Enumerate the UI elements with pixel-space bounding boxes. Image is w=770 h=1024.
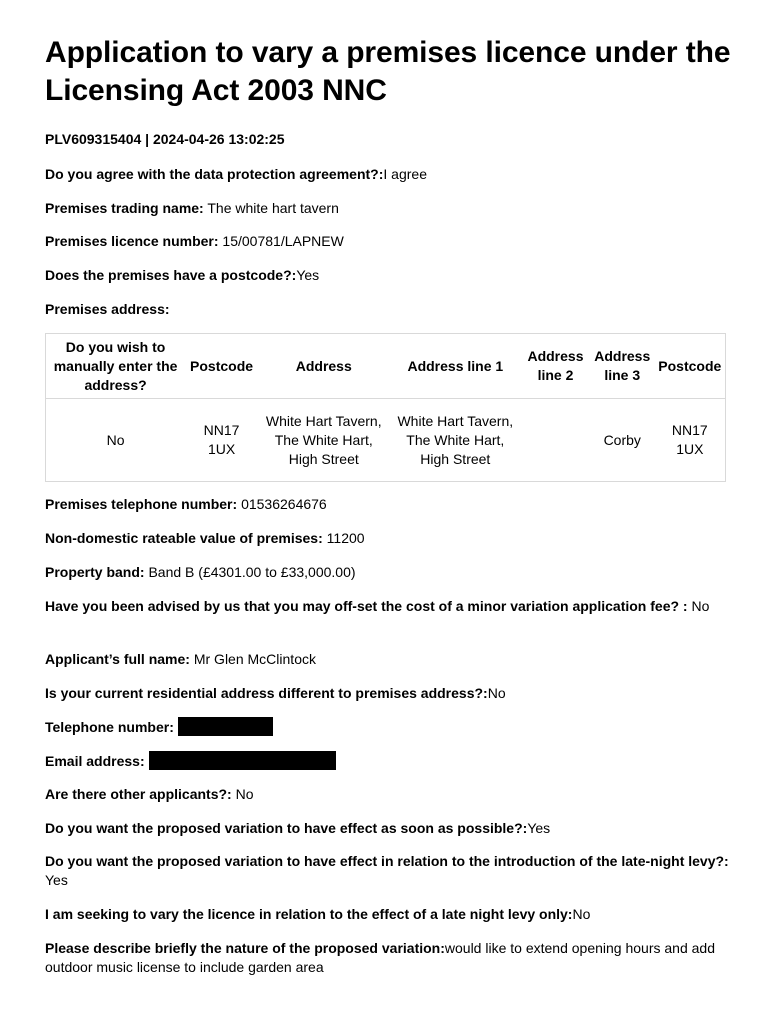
field-data-protection bbox=[45, 165, 730, 184]
column-header: Address line 1 bbox=[407, 357, 504, 374]
field-value: would like to extend opening hours and add outdoor music license to include garden area bbox=[45, 940, 715, 975]
field-label: Do you agree with the data protection agreement?: bbox=[45, 166, 384, 182]
field-label: Premises address: bbox=[45, 301, 170, 317]
column-header: Address line 3 bbox=[594, 348, 651, 383]
field-label: Email address: bbox=[45, 753, 145, 769]
field-label: Non-domestic rateable value of premises: bbox=[45, 530, 323, 546]
field-effect-asap bbox=[45, 819, 730, 838]
field-value: No bbox=[487, 685, 506, 701]
field-residential-different bbox=[45, 684, 730, 703]
field-value: The white hart tavern bbox=[207, 200, 339, 216]
field-has-postcode bbox=[45, 266, 730, 285]
field-applicant-telephone bbox=[45, 717, 730, 737]
column-header: Postcode bbox=[190, 357, 254, 374]
field-label: Are there other applicants?: bbox=[45, 786, 232, 802]
table-row bbox=[46, 399, 726, 482]
field-late-night-levy-intro bbox=[45, 852, 730, 890]
column-header: Address line 2 bbox=[527, 348, 584, 383]
field-label: Do you want the proposed variation to have effect as soon as possible?: bbox=[45, 820, 528, 836]
field-value: Yes bbox=[296, 267, 320, 283]
address-table bbox=[45, 333, 726, 482]
page-title: Application to vary a premises licence under the Licensing Act 2003 NNC bbox=[45, 36, 731, 107]
field-email bbox=[45, 751, 730, 771]
column-header: Postcode bbox=[658, 357, 722, 374]
field-label: Does the premises have a postcode?: bbox=[45, 267, 297, 283]
column-header: Address bbox=[295, 357, 352, 374]
field-value: I agree bbox=[383, 166, 427, 182]
table-cell: NN17 1UX bbox=[655, 399, 726, 482]
table-cell: No bbox=[46, 399, 186, 482]
field-label: I am seeking to vary the licence in relation to the effect of a late night levy only: bbox=[45, 906, 573, 922]
field-label: Do you want the proposed variation to have effect in relation to the introduction of the late-night levy?: bbox=[45, 853, 729, 869]
table-cell: White Hart Tavern, The White Hart, High Street bbox=[258, 399, 390, 482]
field-premises-address bbox=[45, 300, 730, 319]
field-licence-number bbox=[45, 232, 730, 251]
table-cell: NN17 1UX bbox=[185, 399, 258, 482]
redaction-block bbox=[149, 751, 336, 770]
field-value: Mr Glen McClintock bbox=[193, 651, 316, 667]
table-cell: White Hart Tavern, The White Hart, High Street bbox=[390, 399, 522, 482]
field-label: Applicant’s full name: bbox=[45, 651, 190, 667]
field-value: Yes bbox=[45, 872, 68, 888]
field-label: Telephone number: bbox=[45, 719, 174, 735]
field-value: 15/00781/LAPNEW bbox=[222, 233, 344, 249]
redaction-block bbox=[178, 717, 273, 736]
field-applicant-name bbox=[45, 650, 730, 669]
table-header-row bbox=[46, 334, 726, 399]
field-trading-name bbox=[45, 199, 730, 218]
field-label: Please describe briefly the nature of the proposed variation: bbox=[45, 940, 445, 956]
field-value: 11200 bbox=[326, 530, 365, 546]
field-property-band bbox=[45, 563, 730, 582]
field-value: 01536264676 bbox=[241, 496, 327, 512]
field-label: Premises licence number: bbox=[45, 233, 219, 249]
field-label: Property band: bbox=[45, 564, 145, 580]
field-value: Band B (£4301.00 to £33,000.00) bbox=[148, 564, 356, 580]
field-late-night-levy-only bbox=[45, 905, 730, 924]
field-label: Is your current residential address different to premises address?: bbox=[45, 685, 488, 701]
field-label: Premises telephone number: bbox=[45, 496, 238, 512]
field-value: No bbox=[235, 786, 254, 802]
field-offset-fee bbox=[45, 597, 730, 616]
field-other-applicants bbox=[45, 785, 730, 804]
field-rateable-value bbox=[45, 529, 730, 548]
column-header: Do you wish to manually enter the address? bbox=[53, 338, 178, 393]
field-value: No bbox=[572, 906, 591, 922]
field-telephone bbox=[45, 495, 730, 514]
table-cell: Corby bbox=[590, 399, 655, 482]
field-value: Yes bbox=[527, 820, 551, 836]
reference-timestamp: PLV609315404 | 2024-04-26 13:02:25 bbox=[45, 131, 285, 147]
field-variation-description bbox=[45, 939, 730, 977]
field-value: No bbox=[691, 598, 710, 614]
table-cell bbox=[521, 399, 590, 482]
field-label: Have you been advised by us that you may off-set the cost of a minor variation application fee? : bbox=[45, 598, 688, 614]
field-label: Premises trading name: bbox=[45, 200, 204, 216]
